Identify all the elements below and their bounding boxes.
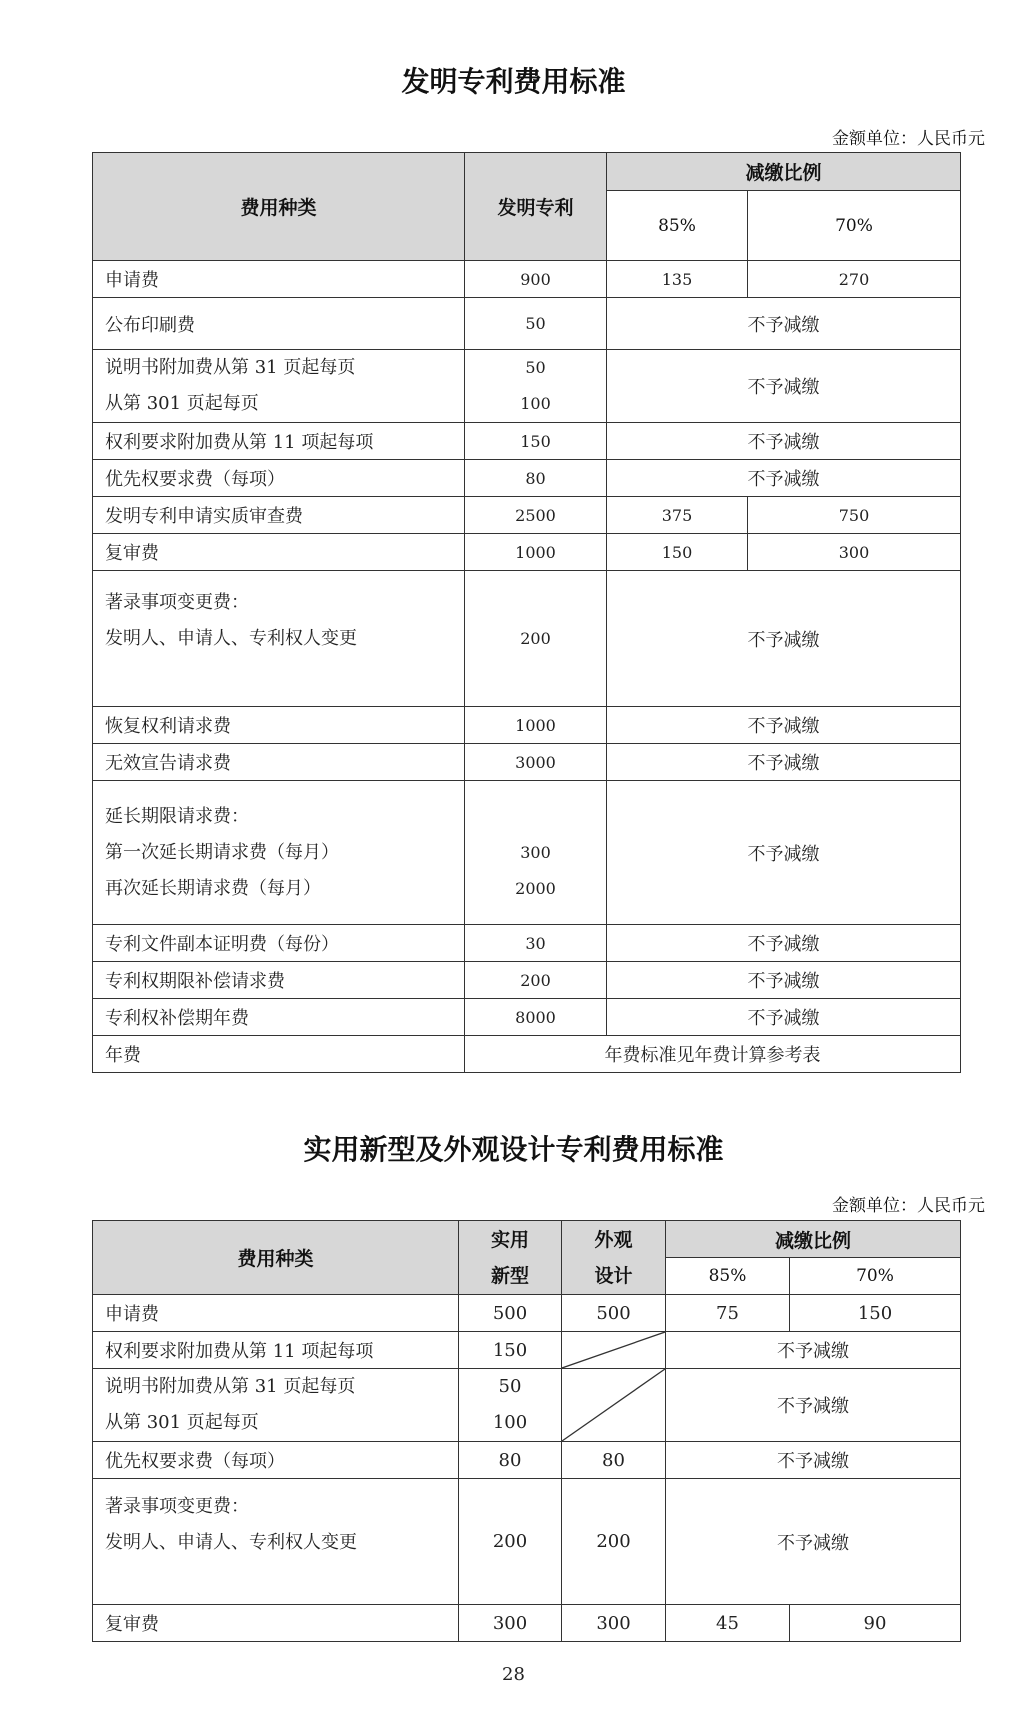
no-reduction: 不予减缴 [607, 350, 961, 423]
table-row [93, 1369, 961, 1442]
not-applicable-cell [562, 1332, 666, 1369]
table-row [93, 571, 961, 707]
no-reduction: 不予减缴 [607, 571, 961, 707]
utility-amount: 200 [459, 1479, 562, 1605]
page-number: 28 [502, 1664, 525, 1685]
table-row [93, 1605, 961, 1642]
table-row [93, 925, 961, 962]
header-invention: 发明专利 [465, 153, 607, 261]
fee-name-line: 说明书附加费从第 31 页起每页 [105, 357, 356, 378]
fee-name-line: 著录事项变更费： [105, 592, 249, 613]
fee-name: 公布印刷费 [93, 298, 465, 350]
table1-title: 发明专利费用标准 [401, 65, 626, 98]
fee-name-line: 著录事项变更费： [105, 1496, 249, 1517]
utility-amount [459, 1369, 562, 1442]
design-amount: 500 [562, 1295, 666, 1332]
table2-title: 实用新型及外观设计专利费用标准 [303, 1133, 724, 1166]
header-line: 实用 [490, 1228, 529, 1251]
fee-name: 权利要求附加费从第 11 项起每项 [93, 423, 465, 460]
table-row [93, 1295, 961, 1332]
fee-name [93, 1369, 459, 1442]
fee-amount: 150 [465, 423, 607, 460]
fee-name: 无效宣告请求费 [93, 744, 465, 781]
fee-amount-line: 100 [520, 394, 551, 413]
header-line: 设计 [594, 1264, 633, 1287]
fee-name [93, 571, 465, 707]
diagonal-slash-icon [562, 1369, 665, 1441]
fee-amount: 200 [465, 571, 607, 707]
no-reduction: 不予减缴 [607, 460, 961, 497]
fee-name: 复审费 [93, 1605, 459, 1642]
fee-name-line: 发明人、申请人、专利权人变更 [105, 1532, 357, 1553]
no-reduction: 不予减缴 [607, 781, 961, 925]
fee-name: 发明专利申请实质审查费 [93, 497, 465, 534]
fee-amount: 1000 [465, 707, 607, 744]
utility-amount: 80 [459, 1442, 562, 1479]
fee-name: 优先权要求费（每项） [93, 1442, 459, 1479]
no-reduction: 不予减缴 [607, 707, 961, 744]
header-85: 85% [666, 1258, 790, 1295]
no-reduction: 不予减缴 [607, 744, 961, 781]
not-applicable-cell [562, 1369, 666, 1442]
table-row [93, 1332, 961, 1369]
fee-amount: 50 [465, 298, 607, 350]
no-reduction: 不予减缴 [607, 962, 961, 999]
fee-amount: 900 [465, 261, 607, 298]
fee-name-line: 再次延长期请求费（每月） [105, 877, 321, 899]
reduced-70: 150 [790, 1295, 961, 1332]
no-reduction: 不予减缴 [607, 925, 961, 962]
header-fee-type: 费用种类 [93, 1221, 459, 1295]
fee-amount: 80 [465, 460, 607, 497]
utility-amount: 300 [459, 1605, 562, 1642]
no-reduction: 不予减缴 [607, 298, 961, 350]
table-row [93, 423, 961, 460]
fee-name: 权利要求附加费从第 11 项起每项 [93, 1332, 459, 1369]
header-70: 70% [748, 191, 961, 261]
table-row [93, 781, 961, 925]
table-row [93, 460, 961, 497]
fee-name: 专利权补偿期年费 [93, 999, 465, 1036]
utility-amount-line: 50 [498, 1376, 522, 1397]
reduced-85: 135 [607, 261, 748, 298]
fee-name: 优先权要求费（每项） [93, 460, 465, 497]
no-reduction: 不予减缴 [607, 999, 961, 1036]
fee-amount: 1000 [465, 534, 607, 571]
design-amount: 300 [562, 1605, 666, 1642]
fee-name-line: 发明人、申请人、专利权人变更 [105, 628, 357, 649]
fee-name-line: 说明书附加费从第 31 页起每页 [105, 1376, 356, 1397]
fee-amount: 200 [465, 962, 607, 999]
table1-unit-note: 金额单位：人民币元 [832, 129, 985, 149]
fee-amount [465, 350, 607, 423]
table-row [93, 1479, 961, 1605]
utility-amount: 150 [459, 1332, 562, 1369]
fee-name-line: 从第 301 页起每页 [105, 1412, 259, 1433]
header-line: 外观 [594, 1228, 633, 1251]
fee-name: 复审费 [93, 534, 465, 571]
design-amount: 80 [562, 1442, 666, 1479]
reduced-85: 375 [607, 497, 748, 534]
no-reduction: 不予减缴 [666, 1479, 961, 1605]
fee-amount: 30 [465, 925, 607, 962]
fee-name [93, 1479, 459, 1605]
table-row [93, 999, 961, 1036]
design-amount: 200 [562, 1479, 666, 1605]
fee-name-line: 第一次延长期请求费（每月） [105, 841, 339, 863]
utility-amount-line: 100 [492, 1412, 528, 1433]
header-line: 新型 [490, 1264, 529, 1287]
table-row [93, 962, 961, 999]
header-reduction: 减缴比例 [666, 1221, 961, 1258]
fee-name [93, 350, 465, 423]
reduced-70: 750 [748, 497, 961, 534]
fee-amount-line: 50 [525, 358, 546, 377]
table-row [93, 1442, 961, 1479]
reduced-85: 150 [607, 534, 748, 571]
fee-name: 申请费 [93, 261, 465, 298]
table2-unit-note: 金额单位：人民币元 [832, 1196, 985, 1216]
table-row [93, 261, 961, 298]
table-row [93, 744, 961, 781]
no-reduction: 不予减缴 [666, 1332, 961, 1369]
fee-name: 申请费 [93, 1295, 459, 1332]
fee-name-line: 从第 301 页起每页 [105, 393, 259, 414]
reduced-70: 90 [790, 1605, 961, 1642]
fee-name: 年费 [93, 1036, 465, 1073]
fee-name-line: 延长期限请求费： [105, 805, 249, 827]
fee-name: 专利文件副本证明费（每份） [93, 925, 465, 962]
table-row [93, 298, 961, 350]
utility-amount: 500 [459, 1295, 562, 1332]
fee-amount: 8000 [465, 999, 607, 1036]
reduced-70: 270 [748, 261, 961, 298]
table-row [93, 497, 961, 534]
no-reduction: 不予减缴 [666, 1369, 961, 1442]
header-reduction: 减缴比例 [607, 153, 961, 191]
fee-name [93, 781, 465, 925]
reduced-85: 75 [666, 1295, 790, 1332]
header-70: 70% [790, 1258, 961, 1295]
header-fee-type: 费用种类 [93, 153, 465, 261]
diagonal-slash-icon [562, 1332, 665, 1368]
reduced-85: 45 [666, 1605, 790, 1642]
reduced-70: 300 [748, 534, 961, 571]
fee-name: 专利权期限补偿请求费 [93, 962, 465, 999]
no-reduction: 不予减缴 [666, 1442, 961, 1479]
table-row [93, 534, 961, 571]
fee-name: 恢复权利请求费 [93, 707, 465, 744]
utility-design-fee-table [92, 1220, 961, 1642]
fee-amount: 3000 [465, 744, 607, 781]
table-row [93, 350, 961, 423]
fee-amount-line: 300 [520, 842, 551, 862]
annual-fee-note: 年费标准见年费计算参考表 [465, 1036, 961, 1073]
table-row [93, 1036, 961, 1073]
table-row [93, 707, 961, 744]
fee-amount-line: 2000 [515, 878, 556, 898]
invention-fee-table [92, 152, 961, 1073]
header-design [562, 1221, 666, 1295]
header-85: 85% [607, 191, 748, 261]
header-utility-model [459, 1221, 562, 1295]
fee-amount: 2500 [465, 497, 607, 534]
no-reduction: 不予减缴 [607, 423, 961, 460]
fee-amount [465, 781, 607, 925]
